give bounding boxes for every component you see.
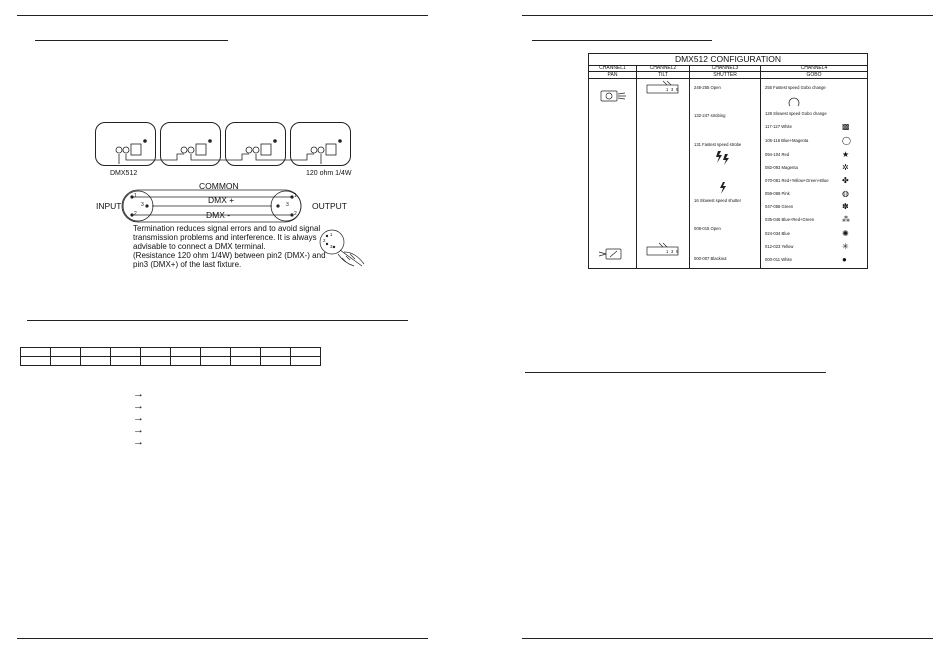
connector-pin-2: 2 xyxy=(323,238,326,243)
gobo-row-4: 070-081 Red+Yellow+Green+Blue xyxy=(765,178,829,183)
tilt-value: 1 xyxy=(666,87,669,92)
pan-fixture-icon xyxy=(599,89,627,103)
shutter-strobing: 132-247 strobing xyxy=(694,113,726,118)
section-heading-underline xyxy=(35,40,228,41)
channel2-header: CHANNEL2 xyxy=(637,65,689,72)
column-divider xyxy=(760,65,761,268)
gobo-disc-icon: ◍ xyxy=(842,189,849,198)
table-row xyxy=(21,357,321,366)
shutter-open-top: 248-255 Open xyxy=(694,85,721,90)
gobo-row-0: 117-127 White xyxy=(765,124,792,129)
shutter-blackout: 000-007 Blackout xyxy=(694,256,727,261)
tilt-value: 3 xyxy=(671,249,674,254)
output-pin-3: 3 xyxy=(286,202,289,208)
output-pin-1: 1 xyxy=(294,193,297,199)
config-heading-underline xyxy=(532,40,712,41)
connector-pin-1: 1 xyxy=(330,232,333,237)
note-line-3: advisable to connect a DMX terminal. xyxy=(133,242,266,251)
gobo-row-7: 035-046 Blue+Red+Green xyxy=(765,217,815,222)
input-pin-1: 1 xyxy=(134,193,137,199)
input-pin-2: 2 xyxy=(134,211,137,217)
output-pin-2: 2 xyxy=(294,211,297,217)
note-line-5: pin3 (DMX+) of the last fixture. xyxy=(133,260,242,269)
dmx-minus-label: DMX - xyxy=(206,210,231,220)
rotation-icon xyxy=(787,95,801,109)
shutter-fastest: 131 Fastest speed strobe xyxy=(694,142,742,147)
channel1-header: CHANNEL1 xyxy=(589,65,636,72)
terminator-label: 120 ohm 1/4W xyxy=(306,170,352,177)
gobo-row-3: 082-093 Magenta xyxy=(765,165,798,170)
top-rule-right xyxy=(522,15,933,16)
shutter-open-bottom: 008-015 Open xyxy=(694,226,721,231)
dip-switch-table xyxy=(20,347,321,366)
arrow-icon: → xyxy=(133,388,144,400)
gobo-row-2: 094-104 Red xyxy=(765,152,790,157)
gobo-slowest: 128 Slowest speed Gobo change xyxy=(765,111,827,116)
termination-note xyxy=(133,224,326,269)
note-line-1: Termination reduces signal errors and to avoid signal xyxy=(133,224,321,233)
gobo-row-1: 105-116 Blue+Magenta xyxy=(765,138,809,143)
strobe-slow-icon xyxy=(718,181,728,195)
chain-wiring xyxy=(95,130,350,170)
dmx512-input-label: DMX512 xyxy=(110,170,138,177)
column-divider xyxy=(636,65,637,268)
strobe-fast-icon xyxy=(715,150,731,166)
gobo-flower-icon: ✲ xyxy=(842,163,849,172)
note-line-2: transmission problems and interference. It is always xyxy=(133,233,317,242)
pan-fixture-icon-2 xyxy=(597,248,623,260)
gobo-star-icon: ★ xyxy=(842,150,850,159)
dmx512-configuration-table xyxy=(588,53,868,269)
gobo-asterisk-icon: ✳ xyxy=(842,242,849,251)
tilt-value: 1 xyxy=(666,249,669,254)
gobo-solid-icon: ● xyxy=(842,255,847,264)
tilt-value: 5 xyxy=(676,87,679,92)
config-title: DMX512 CONFIGURATION xyxy=(589,54,867,66)
gobo-row-5: 059-069 Pink xyxy=(765,191,790,196)
column-divider xyxy=(689,65,690,268)
gobo-row-8: 024-034 Blue xyxy=(765,231,790,236)
gobo-dots-icon: ✤ xyxy=(842,176,849,185)
common-label: COMMON xyxy=(199,181,239,191)
input-label: INPUT xyxy=(96,201,122,211)
xlr-cable xyxy=(120,188,305,224)
tilt-header: TILT xyxy=(637,72,689,79)
arrow-icon: → xyxy=(133,424,144,436)
gobo-row-6: 047-058 Green xyxy=(765,204,794,209)
bottom-rule-right xyxy=(522,638,933,639)
gobo-row-9: 012-023 Yellow xyxy=(765,244,794,249)
pan-header: PAN xyxy=(589,72,636,79)
connector-pin-3: 3 xyxy=(330,244,333,249)
gobo-row-10: 000-011 White xyxy=(765,257,792,262)
section-2-underline xyxy=(27,320,408,321)
gobo-fastest: 255 Fastest speed Gobo change xyxy=(765,85,826,90)
input-pin-3: 3 xyxy=(141,202,144,208)
gobo-pattern-icon: ▩ xyxy=(842,122,850,131)
channel3-header: CHANNEL3 xyxy=(690,65,760,72)
arrow-icon: → xyxy=(133,436,144,448)
terminator-connector xyxy=(312,222,368,268)
section-heading-underline-right xyxy=(525,372,826,373)
shutter-slowest: 16 Slowest speed shutter xyxy=(694,198,742,203)
note-line-4: (Resistance 120 ohm 1/4W) between pin2 (DMX-) and xyxy=(133,251,326,260)
arrow-icon: → xyxy=(133,400,144,412)
gobo-ring-icon: ◯ xyxy=(842,136,851,145)
gobo-burst-icon: ✺ xyxy=(842,229,849,238)
tilt-value: 5 xyxy=(676,249,679,254)
gobo-header: GOBO xyxy=(761,72,867,79)
channel4-header: CHANNEL4 xyxy=(761,65,867,72)
top-rule-left xyxy=(17,15,428,16)
tilt-value: 3 xyxy=(671,87,674,92)
bottom-rule-left xyxy=(17,638,428,639)
dmx-plus-label: DMX + xyxy=(208,195,235,205)
gobo-triple-icon: ⁂ xyxy=(842,215,850,224)
shutter-header: SHUTTER xyxy=(690,72,760,79)
table-row xyxy=(21,348,321,357)
output-label: OUTPUT xyxy=(312,201,347,211)
gobo-petal-icon: ✽ xyxy=(842,202,849,211)
arrow-icon: → xyxy=(133,412,144,424)
